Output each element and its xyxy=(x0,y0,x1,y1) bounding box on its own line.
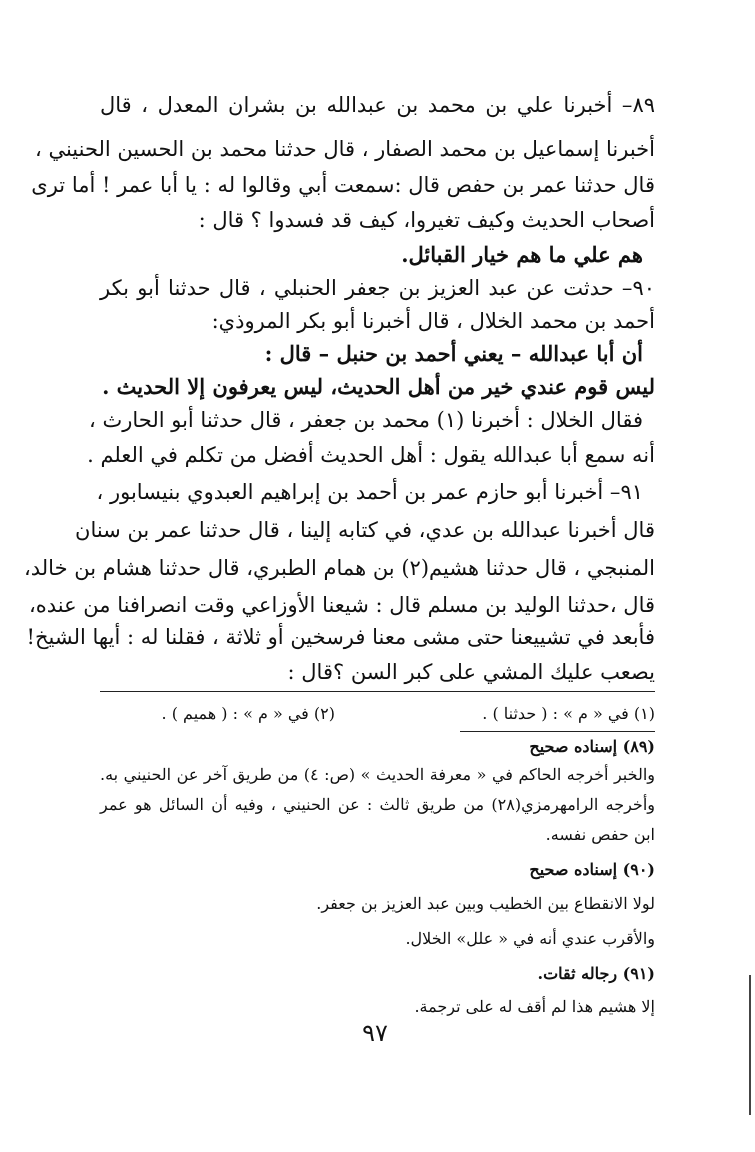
variant-note-2: (٢) في « م » : ( هميم ) . xyxy=(161,704,335,723)
text-line-8: أن أبا عبدالله – يعني أحمد بن حنبل – قال : xyxy=(264,341,643,366)
note-90-heading: (٩٠) إسناده صحيح xyxy=(529,860,655,879)
text-line-15: قال ،حدثنا الوليد بن مسلم قال : شيعنا الأوزاعي وقت انصرافنا من عنده، xyxy=(28,593,655,617)
note-89-heading: (٨٩) إسناده صحيح xyxy=(529,737,655,756)
text-line-13: قال أخبرنا عبدالله بن عدي، في كتابه إلينا ، قال حدثنا عمر بن سنان xyxy=(75,518,655,542)
text-line-3: قال حدثنا عمر بن حفص قال :سمعت أبي وقالوا له : يا أبا عمر ! أما ترى xyxy=(31,173,655,197)
text-line-17: يصعب عليك المشي على كبر السن ؟قال : xyxy=(287,660,655,684)
main-text-underline xyxy=(100,691,655,692)
note-90-line-1: لولا الانقطاع بين الخطيب وبين عبد العزيز بن جعفر. xyxy=(316,894,655,913)
note-91-line-1: إلا هشيم هذا لم أقف له على ترجمة. xyxy=(414,997,655,1016)
footnote-separator xyxy=(460,731,655,732)
text-line-12: ٩١– أخبرنا أبو حازم عمر بن أحمد بن إبراهيم العبدوي بنيسابور ، xyxy=(96,480,643,504)
text-line-14: المنبجي ، قال حدثنا هشيم(٢) بن همام الطبري، قال حدثنا هشام بن خالد، xyxy=(23,556,655,580)
page-edge-mark xyxy=(749,975,751,1115)
text-line-5-bold: هم علي ما هم خيار القبائل. xyxy=(401,242,643,267)
text-line-1: ٨٩– أخبرنا علي بن محمد بن عبدالله بن بشران المعدل ، قال xyxy=(100,93,655,117)
text-line-4: أصحاب الحديث وكيف تغيروا، كيف قد فسدوا ؟ قال : xyxy=(198,208,655,232)
page-number: ٩٧ xyxy=(362,1019,388,1047)
note-91-heading: (٩١) رجاله ثقات. xyxy=(537,964,655,983)
variant-note-1: (١) في « م » : ( حدثنا ) . xyxy=(482,704,655,723)
note-90-line-2: والأقرب عندي أنه في « علل» الخلال. xyxy=(405,929,655,948)
text-line-7: أحمد بن محمد الخلال ، قال أخبرنا أبو بكر المروذي: xyxy=(211,309,655,333)
text-line-16: فأبعد في تشييعنا حتى مشى معنا فرسخين أو ثلاثة ، فقلنا له : أيها الشيخ! xyxy=(26,625,655,649)
text-line-6: ٩٠– حدثت عن عبد العزيز بن جعفر الحنبلي ، قال حدثنا أبو بكر xyxy=(100,276,655,300)
note-89-line-1: والخبر أخرجه الحاكم في « معرفة الحديث » (ص: ٤) من طريق آخر عن الحنيني به. xyxy=(100,765,656,784)
text-line-11: أنه سمع أبا عبدالله يقول : أهل الحديث أفضل من تكلم في العلم . xyxy=(87,443,655,467)
text-line-10: فقال الخلال : أخبرنا (١) محمد بن جعفر ، قال حدثنا أبو الحارث ، xyxy=(89,408,643,432)
note-89-line-3: ابن حفص نفسه. xyxy=(545,825,655,844)
text-line-2: أخبرنا إسماعيل بن محمد الصفار ، قال حدثنا محمد بن الحسين الحنيني ، xyxy=(34,137,655,161)
note-89-line-2: وأخرجه الرامهرمزي(٢٨) من طريق ثالث : عن الحنيني ، وفيه أن السائل هو عمر xyxy=(100,795,655,814)
text-line-9-bold: ليس قوم عندي خير من أهل الحديث، ليس يعرفون إلا الحديث . xyxy=(102,374,655,399)
